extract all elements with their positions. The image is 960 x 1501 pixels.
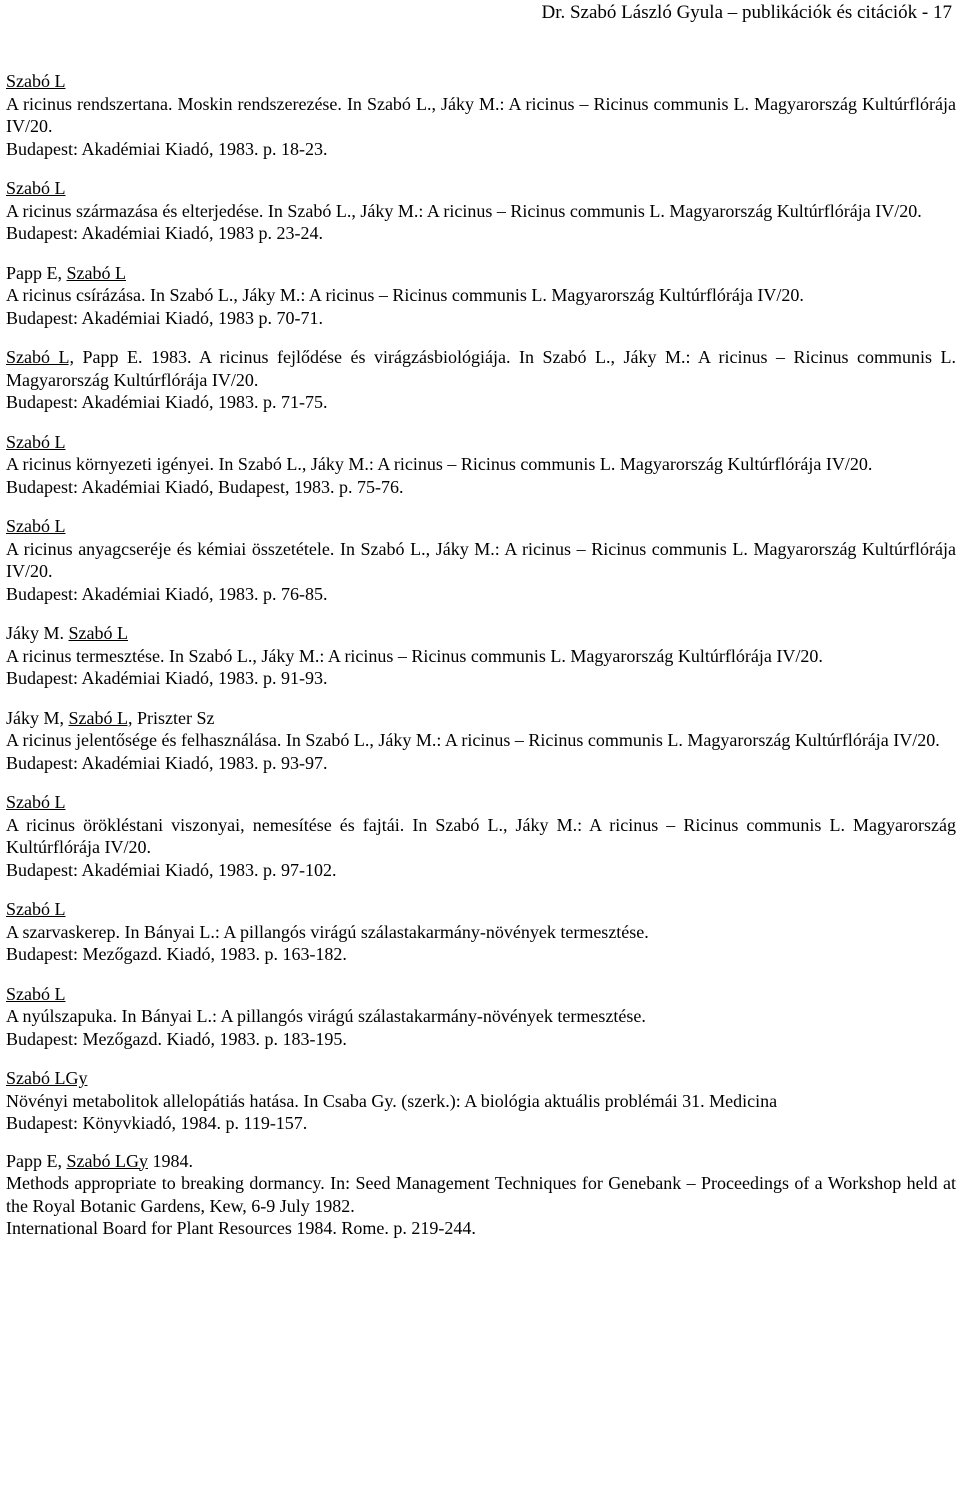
entry-author xyxy=(6,515,956,538)
publication-entry xyxy=(6,262,956,330)
publication-entry xyxy=(6,707,956,775)
entry-publisher: Budapest: Akadémiai Kiadó, 1983. p. 71-75. xyxy=(6,392,328,412)
author-underlined: Szabó L xyxy=(6,899,66,919)
entry-publisher: Budapest: Akadémiai Kiadó, 1983. p. 97-102. xyxy=(6,859,337,880)
publication-entry xyxy=(6,1067,956,1135)
publication-entry xyxy=(6,431,956,499)
entry-title: A ricinus környezeti igényei. In Szabó L., Jáky M.: A ricinus – Ricinus communis L. Magyarország Kultúrflórája IV/20. xyxy=(6,454,873,474)
author-underlined: Szabó L xyxy=(6,792,66,812)
entry-publisher: Budapest: Könyvkiadó, 1984. p. 119-157. xyxy=(6,1113,308,1133)
author-suffix: Papp E. 1983. A ricinus fejlődése és virágzásbiológiája. In Szabó L., Jáky M.: A ricinus – Ricinus communis L. Magyarország Kultúrflórája IV/20. xyxy=(6,347,957,390)
entry-publisher: Budapest: Akadémiai Kiadó, 1983. p. 18-23. xyxy=(6,138,328,159)
author-underlined: Szabó LGy xyxy=(66,1150,148,1171)
publication-entry xyxy=(6,346,956,414)
entry-title: A ricinus termesztése. In Szabó L., Jáky M.: A ricinus – Ricinus communis L. Magyarország Kultúrflórája IV/20. xyxy=(6,645,823,666)
author-underlined: Szabó L, xyxy=(68,707,133,728)
entry-publisher: Budapest: Mezőgazd. Kiadó, 1983. p. 163-182. xyxy=(6,944,347,964)
publication-entry xyxy=(6,898,956,966)
author-underlined: Szabó L xyxy=(68,623,128,643)
entry-publisher: Budapest: Akadémiai Kiadó, 1983 p. 23-24. xyxy=(6,223,323,243)
entry-title: A ricinus származása és elterjedése. In Szabó L., Jáky M.: A ricinus – Ricinus communis L. Magyarország Kultúrflórája IV/20. xyxy=(6,200,922,221)
entry-author xyxy=(6,983,956,1006)
author-prefix: Papp E, xyxy=(6,262,67,283)
entry-author xyxy=(6,1150,956,1173)
entry-publisher: Budapest: Akadémiai Kiadó, 1983. p. 76-85. xyxy=(6,583,328,604)
author-underlined: Szabó LGy xyxy=(6,1068,88,1088)
author-suffix: 1984. xyxy=(147,1150,193,1171)
entry-publisher: International Board for Plant Resources 1984. Rome. p. 219-244. xyxy=(6,1218,476,1238)
author-underlined: Szabó L xyxy=(6,431,66,452)
publication-entry xyxy=(6,1150,956,1240)
publication-list xyxy=(6,70,956,1257)
publication-entry xyxy=(6,515,956,605)
entry-title: A ricinus jelentősége és felhasználása. In Szabó L., Jáky M.: A ricinus – Ricinus communis L. Magyarország Kultúrflórája IV/20. xyxy=(6,730,940,750)
entry-author xyxy=(6,1067,956,1090)
author-underlined: Szabó L xyxy=(6,71,66,91)
entry-title: A ricinus anyagcseréje és kémiai összetétele. In Szabó L., Jáky M.: A ricinus – Ricinus communis L. Magyarország Kultúrflórája IV/20. xyxy=(6,538,956,581)
entry-publisher: Budapest: Akadémiai Kiadó, 1983. p. 91-93. xyxy=(6,668,328,688)
author-underlined: Szabó L, xyxy=(6,347,74,367)
entry-publisher: Budapest: Akadémiai Kiadó, 1983. p. 93-97. xyxy=(6,752,328,773)
entry-title: A nyúlszapuka. In Bányai L.: A pillangós virágú szálastakarmány-növények termesztése. xyxy=(6,1006,646,1026)
entry-publisher: Budapest: Akadémiai Kiadó, Budapest, 1983. p. 75-76. xyxy=(6,476,404,497)
author-suffix: Priszter Sz xyxy=(132,707,215,728)
author-prefix: Papp E, xyxy=(6,1150,67,1171)
entry-title: A ricinus csírázása. In Szabó L., Jáky M.: A ricinus – Ricinus communis L. Magyarország Kultúrflórája IV/20. xyxy=(6,285,804,305)
author-underlined: Szabó L xyxy=(6,983,66,1004)
entry-publisher: Budapest: Mezőgazd. Kiadó, 1983. p. 183-195. xyxy=(6,1028,347,1049)
publication-entry xyxy=(6,983,956,1051)
entry-author xyxy=(6,707,956,730)
entry-title: Növényi metabolitok allelopátiás hatása. In Csaba Gy. (szerk.): A biológia aktuális problémái 31. Medicina xyxy=(6,1090,778,1111)
entry-author xyxy=(6,898,956,921)
entry-title: A ricinus örökléstani viszonyai, nemesítése és fajtái. In Szabó L., Jáky M.: A ricinus – Ricinus communis L. Magyarország Kultúrflórája IV/20. xyxy=(6,814,956,857)
entry-author xyxy=(6,346,956,391)
author-prefix: Jáky M. xyxy=(6,623,69,643)
entry-author xyxy=(6,791,956,814)
entry-author xyxy=(6,177,956,200)
author-underlined: Szabó L xyxy=(6,178,66,198)
entry-title: A szarvaskerep. In Bányai L.: A pillangós virágú szálastakarmány-növények termesztése. xyxy=(6,921,649,942)
entry-title: A ricinus rendszertana. Moskin rendszerezése. In Szabó L., Jáky M.: A ricinus – Ricinus communis L. Magyarország Kultúrflórája IV/20. xyxy=(6,93,956,136)
entry-publisher: Budapest: Akadémiai Kiadó, 1983 p. 70-71. xyxy=(6,307,323,328)
publication-entry xyxy=(6,791,956,881)
entry-title: Methods appropriate to breaking dormancy. In: Seed Management Techniques for Genebank – Proceedings of a Workshop held at the Royal Botanic Gardens, Kew, 6-9 July 1982. xyxy=(6,1173,956,1216)
page-header: Dr. Szabó László Gyula – publikációk és citációk - 17 xyxy=(541,2,952,23)
author-underlined: Szabó L xyxy=(6,516,66,536)
entry-author xyxy=(6,70,956,93)
publication-entry xyxy=(6,177,956,245)
entry-author xyxy=(6,622,956,645)
publication-entry xyxy=(6,70,956,160)
author-prefix: Jáky M, xyxy=(6,707,69,728)
entry-author xyxy=(6,262,956,285)
author-underlined: Szabó L xyxy=(66,262,126,283)
publication-entry xyxy=(6,622,956,690)
entry-author xyxy=(6,431,956,454)
